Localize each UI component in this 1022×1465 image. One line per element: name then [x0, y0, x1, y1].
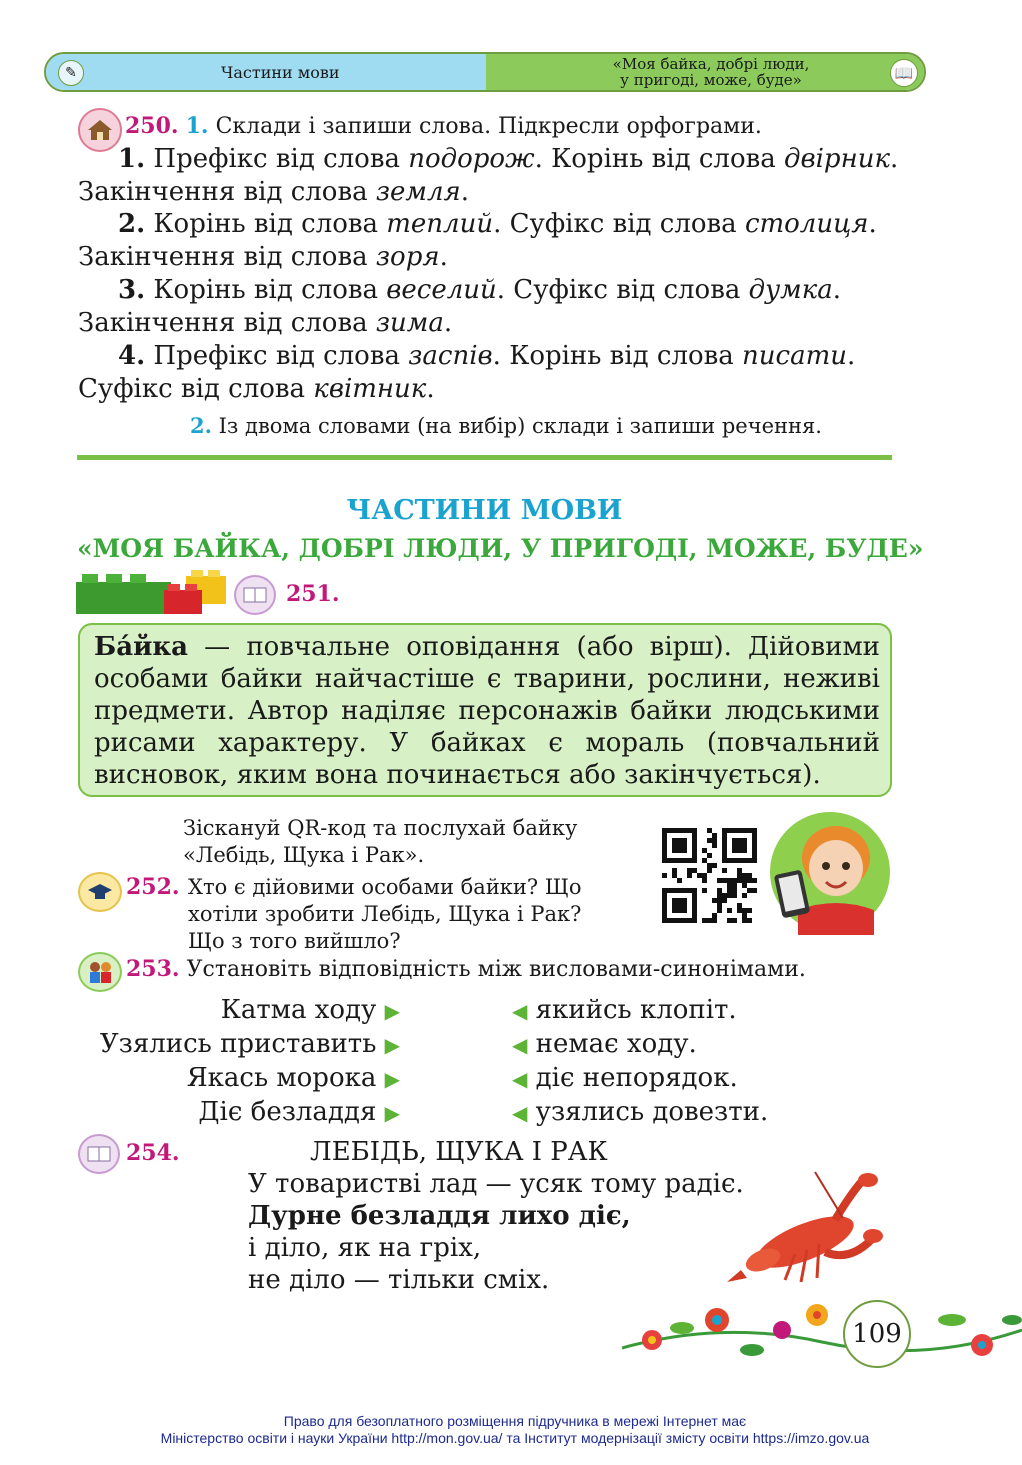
header-subtitle-line2: у пригоді, може, буде» — [620, 71, 802, 89]
match-right-item[interactable]: ◀ немає ходу. — [512, 1029, 697, 1059]
task-250-part1-text: Склади і запиши слова. Підкресли орфограми. — [215, 114, 762, 139]
floral-ornament — [622, 1290, 1022, 1380]
footer-line2: Міністерство освіти і науки України http://mon.gov.ua/ та Інститут модернізації змісту освіти https://imzo.gov.ua — [160, 1430, 870, 1446]
match-right-column — [512, 994, 842, 1130]
task-250-item-3: 3. Корінь від слова веселий. Суфікс від слова думка. Закінчення від слова зима. — [78, 275, 842, 338]
match-left-item[interactable]: Катма ходу ▶ — [220, 995, 400, 1025]
task-251-number: 251. — [286, 581, 340, 607]
notebook-icon — [234, 575, 276, 615]
qr-note: Зіскануй QR-код та послухай байку «Лебідь, Щука і Рак». — [183, 816, 578, 867]
match-left-item[interactable]: Якась морока ▶ — [186, 1063, 400, 1093]
definition-text: Ба́йка — повчальне оповідання (або вірш). Дійовими особами байки найчастіше є тварини, рослини, неживі предмети. Автор наділяє персонажів байки людськими рисами характеру. У байках є мораль (повчальний висновок, яким вона починається або закінчується). — [94, 632, 880, 790]
arrow-right-icon: ▶ — [384, 1101, 400, 1125]
running-header — [44, 52, 926, 92]
task-250-header — [125, 113, 762, 140]
page-number: 109 — [843, 1300, 911, 1368]
match-right-item[interactable]: ◀ якийсь клопіт. — [512, 995, 737, 1025]
match-left-column — [80, 994, 400, 1130]
arrow-left-icon: ◀ — [512, 999, 528, 1023]
arrow-right-icon: ▶ — [384, 1033, 400, 1057]
task-250-item-1: 1. Префікс від слова подорож. Корінь від слова двірник. Закінчення від слова земля. — [78, 144, 899, 207]
definition-box — [78, 623, 892, 797]
match-left-item[interactable]: Діє безладдя ▶ — [198, 1097, 400, 1127]
definition-term: Ба́йка — [94, 632, 188, 662]
header-title: Частини мови — [221, 63, 340, 82]
task-252-text: Хто є дійовими особами байки? Що хотіли зробити Лебідь, Щука і Рак? Що з того вийшло? — [188, 875, 582, 953]
arrow-left-icon: ◀ — [512, 1101, 528, 1125]
task-250-number: 250. — [125, 113, 179, 139]
boy-with-tablet-illustration — [768, 810, 893, 935]
pen-icon: ✎ — [58, 60, 84, 86]
section-title: ЧАСТИНИ МОВИ — [346, 495, 623, 526]
poem-text: У товаристві лад — усяк тому радіє. Дурне безладдя лихо діє, і діло, як на гріх, не діло — тільки сміх. — [248, 1169, 744, 1295]
graduation-cap-icon — [78, 872, 122, 912]
arrow-right-icon: ▶ — [384, 999, 400, 1023]
header-subtitle — [566, 56, 856, 88]
footer-line1: Право для безоплатного розміщення підручника в мережі Інтернет має — [283, 1413, 747, 1429]
book-icon: 📖 — [890, 59, 918, 87]
qr-code[interactable] — [662, 828, 757, 923]
match-left-item[interactable]: Узялись приставить ▶ — [99, 1029, 400, 1059]
match-right-item[interactable]: ◀ діє непорядок. — [512, 1063, 738, 1093]
arrow-left-icon: ◀ — [512, 1067, 528, 1091]
task-250-item-2: 2. Корінь від слова теплий. Суфікс від слова столиця. Закінчення від слова зоря. — [78, 209, 877, 272]
notebook-icon — [78, 1134, 120, 1174]
lego-bricks-illustration — [76, 568, 231, 616]
section-divider — [77, 455, 892, 460]
arrow-left-icon: ◀ — [512, 1033, 528, 1057]
header-subtitle-line1: «Моя байка, добрі люди, — [612, 55, 810, 73]
task-254-number: 254. — [126, 1140, 180, 1166]
section-subtitle: «МОЯ БАЙКА, ДОБРІ ЛЮДИ, У ПРИГОДІ, МОЖЕ, БУДЕ» — [77, 534, 924, 563]
crayfish-illustration — [725, 1170, 885, 1290]
poem-title: ЛЕБІДЬ, ЩУКА І РАК — [310, 1137, 608, 1167]
task-250-part2: 2. Із двома словами (на вибір) склади і запиши речення. — [190, 413, 822, 438]
footer-notice — [135, 1413, 895, 1447]
task-250-part1-number: 1. — [185, 113, 209, 139]
pair-icon — [78, 952, 122, 992]
arrow-right-icon: ▶ — [384, 1067, 400, 1091]
task-253-header: 253. Установіть відповідність між висловами-синонімами. — [126, 956, 806, 982]
match-right-item[interactable]: ◀ узялись довезти. — [512, 1097, 769, 1127]
task-250-item-4: 4. Префікс від слова заспів. Корінь від слова писати. Суфікс від слова квітник. — [78, 341, 856, 404]
task-252-number: 252. — [126, 874, 180, 900]
